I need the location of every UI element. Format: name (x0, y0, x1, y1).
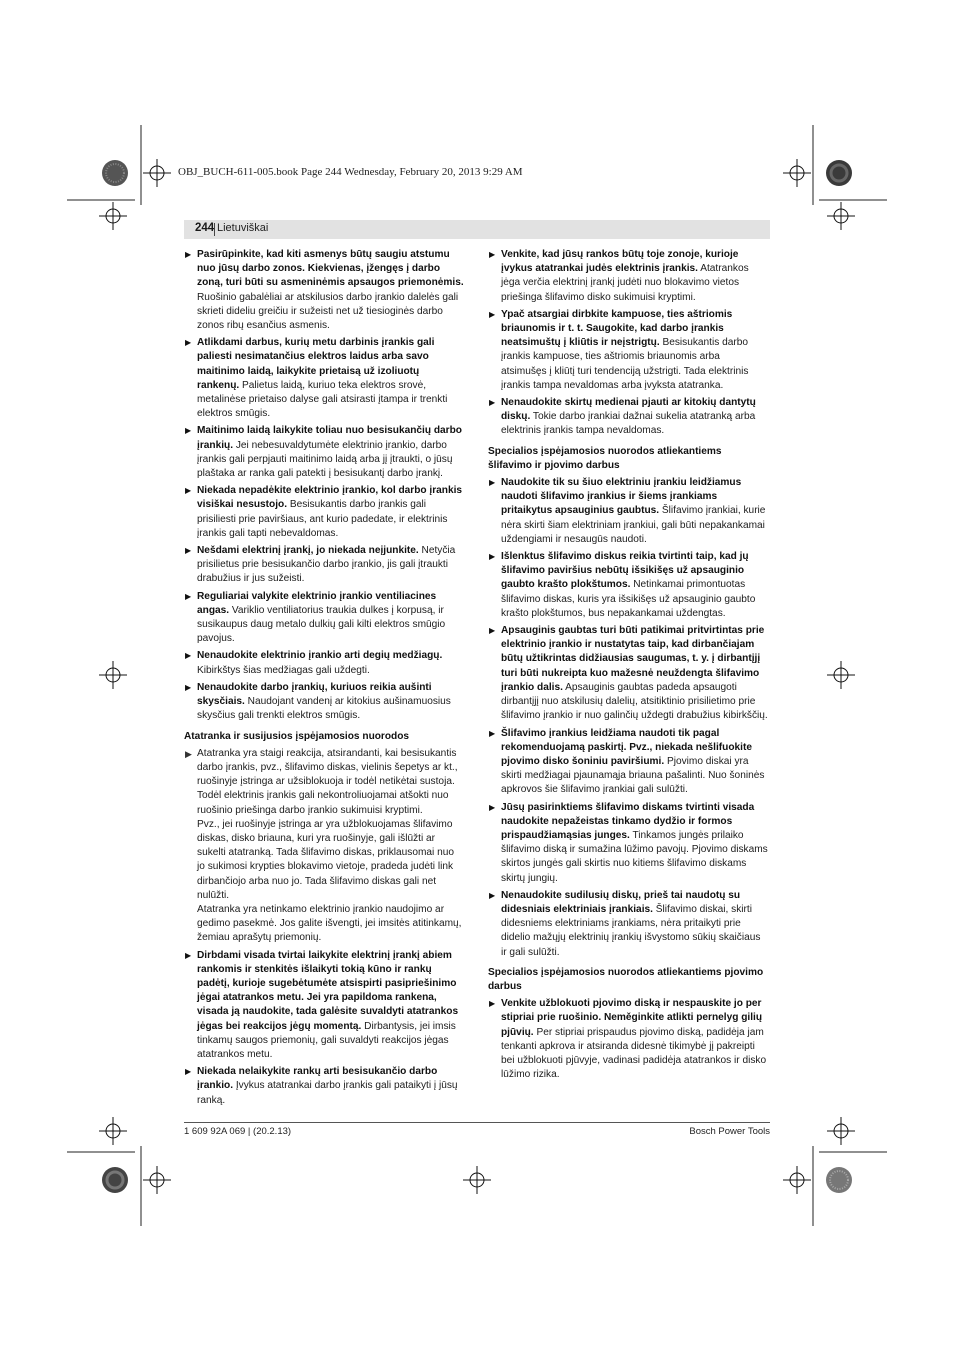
bullet-icon: ▶ (185, 651, 192, 661)
safety-item (488, 396, 768, 439)
bullet-icon: ▶ (185, 338, 192, 348)
footer-brand: Bosch Power Tools (689, 1126, 770, 1137)
item-bold-text: Nenaudokite elektrinio įrankio arti degių medžiagų. (197, 650, 443, 662)
item-bold-text: Reguliariai valykite elektrinio įrankio ventiliacines angas. (197, 590, 437, 616)
item-text: Netyčia prisilietus prie besisukančio darbo įrankio, jis gali įtraukti drabužius ir jus sužeisti. (197, 545, 456, 585)
item-text: Įvykus atatrankai darbo įrankis gali pataikyti į jūsų ranką. (197, 1080, 458, 1106)
item-text: Dirbantysis, jei imsis tinkamų saugos priemonių, gali suvaldyti reakcijos jėgas atatrankos metu. (197, 1020, 456, 1060)
safety-item (184, 649, 464, 677)
safety-item (184, 590, 464, 647)
print-info: OBJ_BUCH-611-005.book Page 244 Wednesday, February 20, 2013 9:29 AM (178, 166, 523, 178)
safety-item (184, 248, 464, 333)
bullet-icon: ▶ (489, 552, 496, 562)
item-text: Pjovimo diskai yra skirti medžiagai pjaunamąja briauna pašalinti. Nuo šoninės apkrovos šie šlifavimo įrankiai gali sulūžti. (501, 755, 765, 796)
left-items (184, 248, 464, 724)
bullet-icon: ▶ (185, 1067, 192, 1077)
safety-item (488, 997, 768, 1082)
bullet-icon: ▶ (185, 486, 192, 496)
bullet-icon: ▶ (489, 890, 496, 900)
bullet-icon: ▶ (185, 748, 192, 759)
item-text: Jei nebesuvaldytumėte elektrinio įrankio, darbo įrankis gali perpjauti maitinimo laidą arba jį įtraukti, o jūsų plaštaka ar ranka gali patekti į besisukantį darbo įrankį. (197, 439, 453, 480)
right-items-cutting (488, 997, 768, 1082)
bullet-icon: ▶ (489, 398, 496, 408)
bullet-icon: ▶ (489, 728, 496, 738)
item-text: Besisukantis darbo įrankis gali prisiliesti prie paviršiaus, ant kurio padedate, ir elektrinis įrankis gali tapti nebevaldomas. (197, 499, 448, 539)
right-items (488, 248, 768, 439)
page-number: 244 (195, 222, 215, 234)
item-text: Tokie darbo įrankiai dažnai sukelia atatranką arba elektrinis įrankis tampa nevaldomas. (501, 411, 756, 437)
safety-item (488, 889, 768, 960)
safety-item (184, 424, 464, 481)
bullet-icon: ▶ (489, 999, 496, 1009)
item-paragraph: Atatranka yra staigi reakcija, atsirandanti, kai besisukantis darbo įrankis, pvz., šlifavimo diskas, vielinis šepetys ar kt., ruošinyje įstringa ar užsiblokuoja ir todėl netikėtai sustoja. Todėl elektrinis įrankis gali nekontroliuojamai atšokti nuo ruošinio priešinga darbo įrankio sukimuisi kryptimi. (197, 747, 458, 816)
item-bold-text: Pasirūpinkite, kad kiti asmenys būtų saugiu atstumu nuo jūsų darbo zonos. Kiekvienas, įžengęs į darbo zoną, turi būti su asmeninėmis apsaugos priemonėmis. (197, 249, 464, 289)
safety-item (184, 484, 464, 541)
safety-item (488, 801, 768, 886)
safety-item (184, 747, 464, 946)
safety-item (488, 476, 768, 547)
item-paragraph: Pvz., jei ruošinyje įstringa ar yra užblokuojamas šlifavimo diskas, disko briauna, kuri yra ruošinyje, gali išlūžti ar sukelti atatranką. Tada šlifavimo diskas, priklausomai nuo jo sukimosi krypties blokavimo vietoje, pradeda judėti link dirbančiojo arba nuo jo. Tada šlifavimo diskas gali net nulūžti. (197, 818, 454, 901)
item-bold-text: Atlikdami darbus, kurių metu darbinis įrankis gali paliesti nesimatančius elektros laidus arba savo maitinimo laidą, laikykite prietaisą už izoliuotų rankenų. (197, 337, 435, 391)
section-heading-cutting: Specialios įspėjamosios nuorodos atliekantiems pjovimo darbus (488, 966, 764, 992)
left-items-kickback (184, 747, 464, 1108)
item-bold-text: Išlenktus šlifavimo diskus reikia tvirtinti taip, kad jų šlifavimo paviršius nebūtų išsikišęs už apsauginio gaubto krašto plokštumos. (501, 551, 749, 591)
section-heading-kickback: Atatranka ir susijusios įspėjamosios nuorodos (184, 730, 410, 742)
bullet-icon: ▶ (489, 309, 496, 319)
item-bold-text: Apsauginis gaubtas turi būti patikimai pritvirtintas prie elektrinio įrankio ir nustatytas taip, kad dirbančiajam būtų užtikrintas didžiausias saugumas, t. y. į dirbantįjį turi būti nukreipta kuo mažesnė neuždengta šlifavimo įrankio dalis. (501, 625, 765, 693)
safety-item (184, 544, 464, 587)
right-items-grinding (488, 476, 768, 960)
item-bold-text: Niekada nelaikykite rankų arti besisukančio darbo įrankio. (197, 1066, 438, 1092)
item-text: Netinkamai primontuotas šlifavimo diskas, kuris yra išsikišęs už apsauginio gaubto krašto plokštumos, bus nepakankamai uždengtas. (501, 579, 756, 619)
item-bold-text: Venkite, kad jūsų rankos būtų toje zonoje, kurioje įvykus atatrankai judės elektrinis įrankis. (501, 249, 739, 275)
left-column (184, 248, 464, 1111)
item-bold-text: Naudokite tik su šiuo elektriniu įrankiu leidžiamus naudoti šlifavimo įrankius ir šiems įrankiams pritaikytus apsauginius gaubtus. (501, 477, 742, 517)
item-bold-text: Ypač atsargiai dirbkite kampuose, ties aštriomis briaunomis ir t. t. Saugokite, kad darbo įrankis neatsimuštų į kliūtis ir neįstrigtų. (501, 308, 733, 349)
right-column (488, 248, 768, 1085)
bullet-icon: ▶ (185, 426, 192, 436)
footer-doc-number: 1 609 92A 069 | (20.2.13) (184, 1126, 292, 1137)
item-bold-text: Nenaudokite sudilusių diskų, prieš tai naudotų su didesniais elektriniais įrankiais. (501, 889, 741, 915)
item-text: Per stipriai prispaudus pjovimo diską, padidėja jam tenkanti apkrova ir atsiranda didesnė tikimybė jį pakreipti bei užblokuoti pjūvyje, vadinasi padidėja atatrankos ir disko lūžimo rizika. (501, 1026, 767, 1081)
item-text: Tinkamos jungės prilaiko šlifavimo diską ir sumažina lūžimo pavojų. Pjovimo diskams skirtos jungės gali skirtis nuo kitiems šlifavimo diskams skirtų jungių. (501, 829, 768, 884)
safety-item (488, 550, 768, 621)
bullet-icon: ▶ (185, 546, 192, 556)
item-text: Šlifavimo diskai, skirti didesniems elektriniams įrankiams, nėra pritaikyti prie didelio mažųjų elektrinių įrankių išvystomo sūkių skaičiaus ir gali sulūžti. (501, 903, 761, 958)
safety-item (184, 949, 464, 1063)
item-text: Kibirkštys šias medžiagas gali uždegti. (197, 664, 370, 676)
page-header (184, 220, 770, 239)
item-bold-text: Venkite užblokuoti pjovimo diską ir nespauskite jo per stipriai prie ruošinio. Neměginkite atlikti pernelyg gilių pjūvių. (501, 998, 763, 1038)
bullet-icon: ▶ (489, 478, 496, 488)
safety-item (488, 624, 768, 723)
bullet-icon: ▶ (489, 802, 496, 812)
item-text: Šlifavimo įrankiai, kurie nėra skirti šiam elektriniam įrankiui, gali būti nepakankamai uždengiami ir nesaugūs naudoti. (501, 505, 766, 545)
item-text: Besisukantis darbo įrankis kampuose, ties aštriomis briaunomis arba atsimušęs į kliūtį turi tendenciją užstrigti. Tada elektrinis įrankis tampa nevaldomas arba įvyksta atatranka. (501, 337, 749, 391)
bullet-icon: ▶ (489, 250, 496, 259)
bullet-icon: ▶ (185, 591, 192, 601)
bullet-icon: ▶ (489, 626, 496, 636)
item-text: Naudojant vandenį ar kitokius aušinamuosius skysčius gali trenkti elektros smūgis. (197, 696, 451, 722)
item-bold-text: Nenaudokite darbo įrankių, kuriuos reikia aušinti skysčiais. (197, 681, 432, 708)
item-text: Apsauginis gaubtas padeda apsaugoti dirbantįjį nuo atskilusių dalelių, atsitiktinio prisilietimo prie šlifavimo įrankio ir nuo galinčių uždegti drabužius kibirkščių. (501, 681, 768, 722)
item-text: Variklio ventiliatorius traukia dulkes į korpusą, ir susikaupus daug metalo dulkių gali kilti elektros smūgio pavojus. (197, 604, 446, 645)
language-label: Lietuviškai (217, 222, 269, 234)
item-bold-text: Maitinimo laidą laikykite toliau nuo besisukančių darbo įrankių. (197, 425, 462, 451)
item-bold-text: Niekada nepadėkite elektrinio įrankio, kol darbo įrankis visiškai nesustojo. (197, 485, 463, 511)
item-bold-text: Jūsų pasirinktiems šlifavimo diskams tvirtinti visada naudokite nepažeistas tinkamo dydžio ir formos prispaudžiamąsias junges. (501, 801, 755, 841)
safety-item (488, 308, 768, 393)
bullet-icon: ▶ (185, 950, 192, 960)
safety-item (184, 1065, 464, 1108)
section-heading-grinding: Specialios įspėjamosios nuorodos atliekantiems šlifavimo ir pjovimo darbus (488, 445, 722, 471)
item-paragraph: Atatranka yra netinkamo elektrinio įrankio naudojimo ar gedimo pasekmė. Jos galite išvengti, jei imsitės atitinkamų, žemiau aprašytų priemonių. (197, 903, 462, 944)
item-bold-text: Dirbdami visada tvirtai laikykite elektrinį įrankį abiem rankomis ir stenkitės išlaikyti tokią kūno ir rankų padėtį, kurioje sugebėtumėte atsispirti pasipriešinimo jėgai atatrankos metu. Jei yra papildoma rankena, visada ją naudokite, tada galėsite suvaldyti atatrankos jėgas bei reakcijos jėgų momentą. (197, 949, 459, 1032)
item-text: Palietus laidą, kuriuo teka elektros srovė, metalinėse prietaiso dalyse gali atsirasti įtampa ir trenkti elektros smūgis. (197, 379, 448, 420)
safety-item (184, 681, 464, 724)
header-divider (214, 223, 215, 236)
item-bold-text: Nešdami elektrinį įrankį, jo niekada neįjunkite. (197, 545, 419, 557)
bullet-icon: ▶ (185, 250, 192, 259)
item-bold-text: Šlifavimo įrankius leidžiama naudoti tik pagal rekomenduojamą paskirtį. Pvz., niekada nešlifuokite pjovimo disko šoniniu paviršiumi. (501, 727, 752, 767)
safety-item (488, 727, 768, 798)
item-text: Atatrankos jėga verčia elektrinį įrankį judėti nuo blokavimo vietos priešinga šlifavimo disko sukimuisi kryptimi. (501, 263, 749, 303)
footer-rule (184, 1122, 770, 1123)
item-text: Ruošinio gabalėliai ar atskilusios darbo įrankio dalelės gali skrieti dideliu greičiu ir sužeisti net už tiesioginės darbo zonos ribų esančius asmenis. (197, 291, 459, 332)
item-bold-text: Nenaudokite skirtų medienai pjauti ar kitokių dantytų diskų. (501, 397, 756, 423)
safety-item (184, 336, 464, 421)
bullet-icon: ▶ (185, 682, 192, 692)
safety-item (488, 248, 768, 305)
